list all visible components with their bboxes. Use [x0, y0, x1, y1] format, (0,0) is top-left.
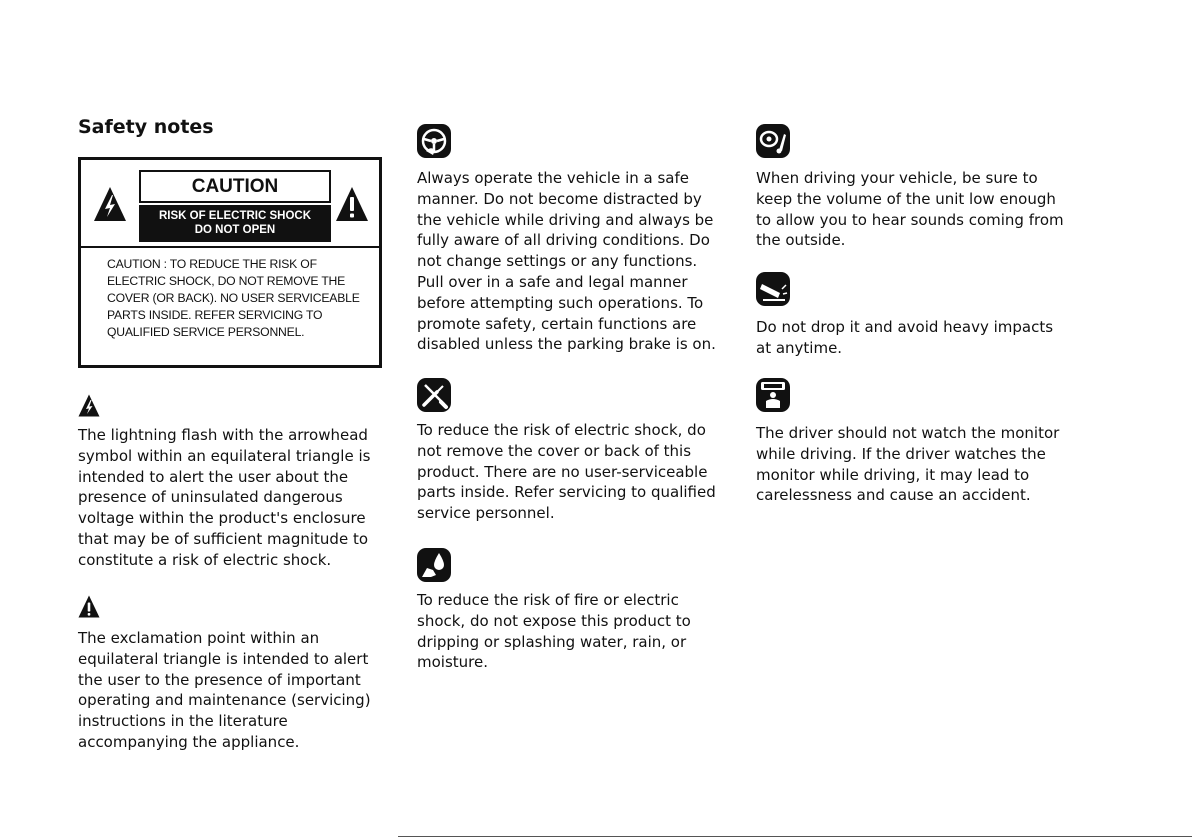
- exclamation-note-text: The exclamation point within an equilateral triangle is intended to alert the user to the presence of important operating and maintenance (servicing) instructions in the literature accompanying the appliance.: [78, 629, 371, 751]
- driving-note-text: Always operate the vehicle in a safe manner. Do not become distracted by the vehicle while driving and always be fully aware of all driving conditions. Do not change settings or any functions. Pull over in a safe and legal manner before attempting such operations. To promote safety, certain functions are disabled unless the parking brake is on.: [417, 169, 716, 354]
- service-note-text: To reduce the risk of electric shock, do not remove the cover or back of this product. There are no user-serviceable parts inside. Refer servicing to qualified service personnel.: [417, 421, 716, 523]
- speaker-volume-icon: [756, 124, 790, 158]
- drop-impact-icon: [756, 272, 790, 306]
- lightning-triangle-icon: [78, 394, 100, 417]
- drop-note-text: Do not drop it and avoid heavy impacts at anytime.: [756, 318, 1054, 357]
- steering-wheel-icon: [417, 124, 451, 158]
- caution-text: CAUTION : TO REDUCE THE RISK OF ELECTRIC SHOCK, DO NOT REMOVE THE COVER (OR BACK). NO USER SERVICEABLE PARTS INSIDE. REFER SERVICING TO QUALIFIED SERVICE PERSONNEL.: [107, 257, 360, 339]
- water-note-text: To reduce the risk of fire or electric shock, do not expose this product to dripping or splashing water, rain, or moisture.: [417, 591, 691, 672]
- caution-shock-banner: [139, 205, 331, 242]
- caution-label: [78, 157, 382, 368]
- footer-divider: [398, 836, 1192, 837]
- lightning-note-text: The lightning flash with the arrowhead symbol within an equilateral triangle is intended to alert the user about the presence of uninsulated dangerous voltage within the product's enclosure that may be of sufficient magnitude to constitute a risk of electric shock.: [78, 426, 371, 569]
- driver-monitor-icon: [756, 378, 790, 412]
- monitor-note-text: The driver should not watch the monitor while driving. If the driver watches the monitor while driving, it may lead to carelessness and cause an accident.: [756, 424, 1060, 505]
- exclamation-warning-icon: [335, 186, 369, 222]
- caution-line-2: DO NOT OPEN: [194, 224, 276, 236]
- screwdriver-icon: [417, 378, 451, 412]
- exclamation-triangle-icon: [78, 595, 100, 618]
- lightning-warning-icon: [93, 186, 127, 222]
- caution-title: CAUTION: [139, 170, 331, 203]
- water-drop-hand-icon: [417, 548, 451, 582]
- page-title: Safety notes: [78, 116, 214, 138]
- caution-header: [81, 160, 379, 248]
- volume-note-text: When driving your vehicle, be sure to keep the volume of the unit low enough to allow you to hear sounds coming from the outside.: [756, 169, 1064, 250]
- caution-line-1: RISK OF ELECTRIC SHOCK: [158, 210, 312, 222]
